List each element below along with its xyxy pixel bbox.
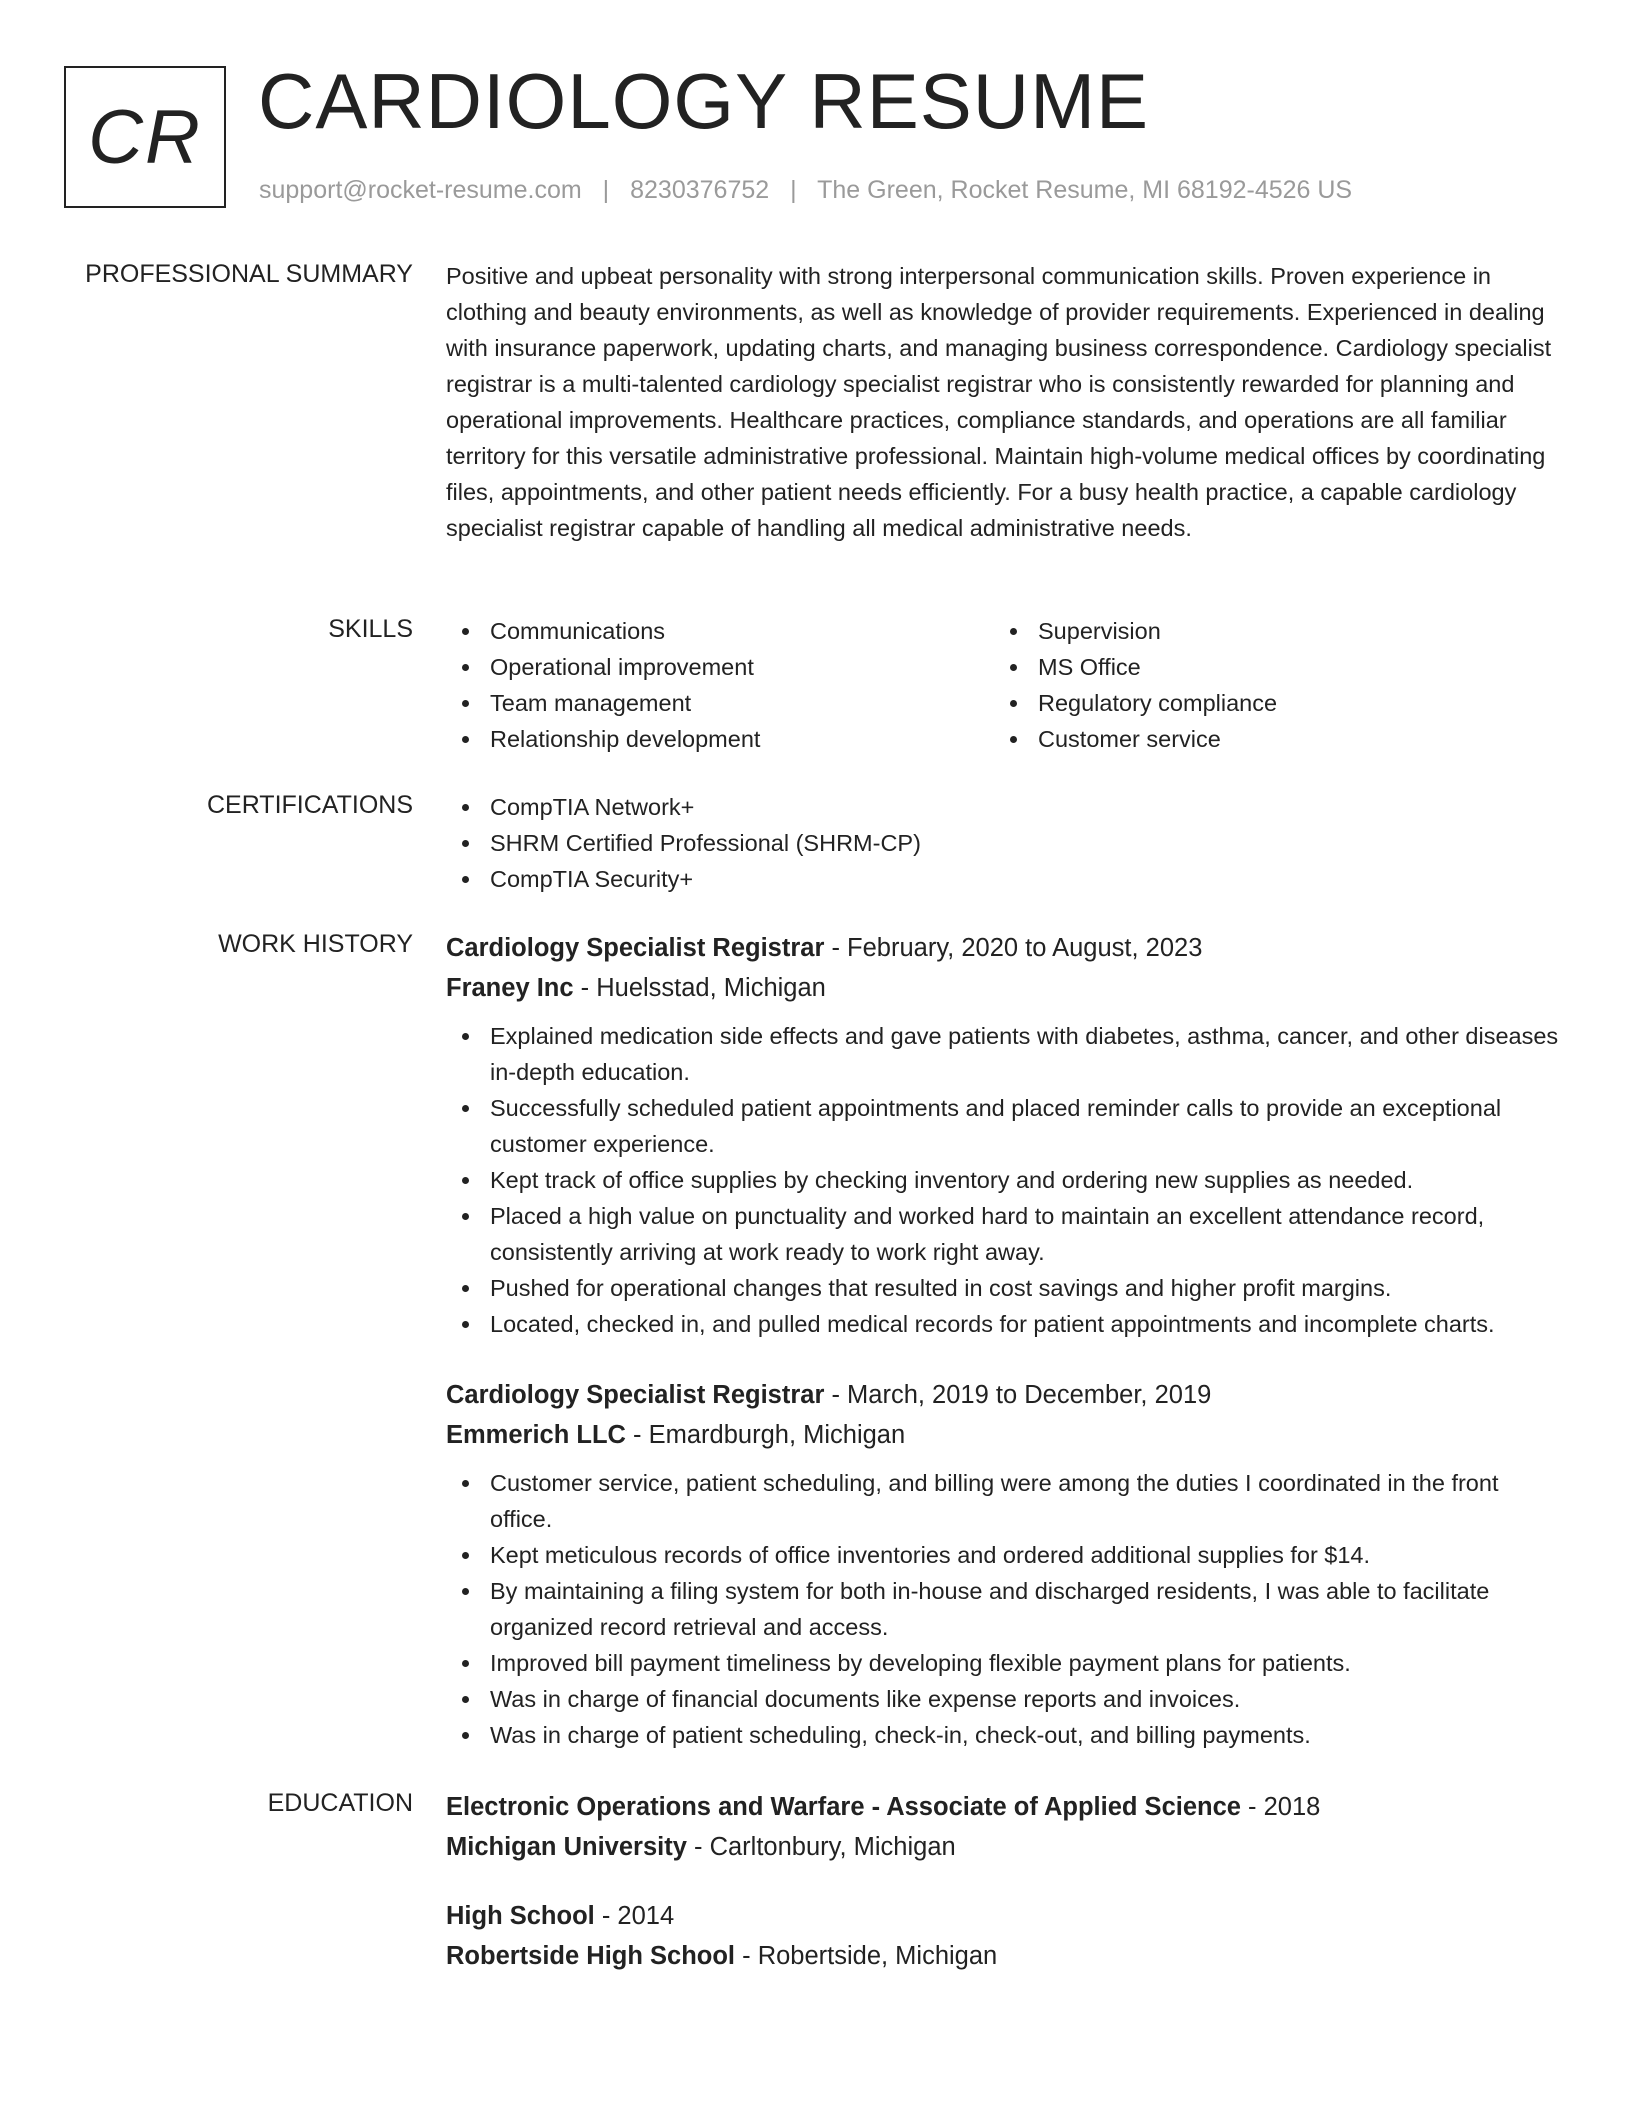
contact-phone[interactable]: 8230376752 [630, 176, 770, 204]
job-company: Emmerich LLC [446, 1421, 626, 1449]
skills-grid [446, 613, 1566, 757]
education-degree-line [446, 1896, 1566, 1936]
skill-item: Communications [446, 613, 994, 649]
job-dates: - February, 2020 to August, 2023 [824, 934, 1203, 962]
job-duty-item: Explained medication side effects and gave patients with diabetes, asthma, cancer, and other diseases in-depth education. [446, 1018, 1566, 1090]
work-body-2 [446, 1375, 1566, 1753]
job-duty-item: Customer service, patient scheduling, and billing were among the duties I coordinated in the front office. [446, 1465, 1566, 1537]
contact-separator: | [790, 176, 797, 204]
skill-item: MS Office [994, 649, 1542, 685]
section-label-education: EDUCATION [267, 1789, 413, 1817]
job-title-line [446, 928, 1566, 968]
certification-item: CompTIA Network+ [446, 789, 1566, 825]
education-school-line [446, 1827, 1566, 1867]
skill-item: Operational improvement [446, 649, 994, 685]
education-location: - Carltonbury, Michigan [686, 1833, 956, 1861]
skill-item: Customer service [994, 721, 1542, 757]
job-duty-item: Located, checked in, and pulled medical records for patient appointments and incomplete charts. [446, 1306, 1566, 1342]
section-label-skills: SKILLS [328, 615, 413, 643]
job-entry [446, 928, 1566, 1342]
job-duty-item: Was in charge of patient scheduling, check-in, check-out, and billing payments. [446, 1717, 1566, 1753]
job-location: - Huelsstad, Michigan [573, 974, 826, 1002]
skill-item: Supervision [994, 613, 1542, 649]
skill-item: Team management [446, 685, 994, 721]
job-company-line [446, 1415, 1566, 1455]
job-location: - Emardburgh, Michigan [625, 1421, 906, 1449]
job-company-line [446, 968, 1566, 1008]
job-duty-item: Successfully scheduled patient appointments and placed reminder calls to provide an exceptional customer experience. [446, 1090, 1566, 1162]
education-school: Robertside High School [446, 1942, 736, 1970]
monogram-initials: CR [88, 94, 202, 180]
certification-item: SHRM Certified Professional (SHRM-CP) [446, 825, 1566, 861]
education-entry [446, 1787, 1566, 1867]
certifications-list [446, 789, 1566, 897]
certifications-body [446, 789, 1566, 897]
contact-email[interactable]: support@rocket-resume.com [259, 176, 582, 204]
job-duty-item: Pushed for operational changes that resulted in cost savings and higher profit margins. [446, 1270, 1566, 1306]
skill-item: Regulatory compliance [994, 685, 1542, 721]
summary-text: Positive and upbeat personality with strong interpersonal communication skills. Proven experience in clothing and beauty environments, as well as knowledge of provider requirements. Experienced in dealing with insurance paperwork, updating charts, and managing business correspondence. Cardiology specialist registrar is a multi-talented cardiology specialist registrar who is consistently rewarded for planning and operational improvements. Healthcare practices, compliance standards, and operations are all familiar territory for this versatile administrative professional. Maintain high-volume medical offices by coordinating files, appointments, and other patient needs efficiently. For a busy health practice, a capable cardiology specialist registrar capable of handling all medical administrative needs. [446, 263, 1552, 541]
education-school-line [446, 1936, 1566, 1976]
job-duty-item: Was in charge of financial documents like expense reports and invoices. [446, 1681, 1566, 1717]
certification-item: CompTIA Security+ [446, 861, 1566, 897]
contact-separator: | [602, 176, 610, 204]
job-company: Franey Inc [446, 974, 574, 1002]
education-location: - Robertside, Michigan [735, 1942, 998, 1970]
skills-body [446, 613, 1566, 757]
resume-title: CARDIOLOGY RESUME [258, 57, 1150, 145]
job-duty-item: Improved bill payment timeliness by developing flexible payment plans for patients. [446, 1645, 1566, 1681]
job-title: Cardiology Specialist Registrar [446, 1381, 825, 1409]
work-body [446, 928, 1566, 1342]
contact-line [259, 176, 1352, 205]
education-degree: Electronic Operations and Warfare - Associate of Applied Science [446, 1793, 1241, 1821]
job-title: Cardiology Specialist Registrar [446, 934, 825, 962]
section-label-summary: PROFESSIONAL SUMMARY [85, 260, 413, 288]
education-year: - 2018 [1240, 1793, 1321, 1821]
job-duties-list [446, 1465, 1566, 1753]
education-degree-line [446, 1787, 1566, 1827]
skill-item: Relationship development [446, 721, 994, 757]
job-duties-list [446, 1018, 1566, 1342]
job-duty-item: Kept meticulous records of office inventories and ordered additional supplies for $14. [446, 1537, 1566, 1573]
job-duty-item: By maintaining a filing system for both in-house and discharged residents, I was able to facilitate organized record retrieval and access. [446, 1573, 1566, 1645]
job-duty-item: Kept track of office supplies by checking inventory and ordering new supplies as needed. [446, 1162, 1566, 1198]
job-title-line [446, 1375, 1566, 1415]
education-degree: High School [446, 1902, 595, 1930]
education-school: Michigan University [446, 1833, 687, 1861]
contact-address: The Green, Rocket Resume, MI 68192-4526 US [817, 176, 1353, 204]
monogram-box [64, 66, 226, 208]
education-body [446, 1787, 1566, 1976]
skills-list-right [994, 613, 1542, 757]
education-year: - 2014 [594, 1902, 675, 1930]
education-entry [446, 1896, 1566, 1976]
skills-list-left [446, 613, 994, 757]
job-dates: - March, 2019 to December, 2019 [824, 1381, 1212, 1409]
section-label-certifications: CERTIFICATIONS [206, 791, 413, 819]
job-duty-item: Placed a high value on punctuality and worked hard to maintain an excellent attendance record, consistently arriving at work ready to work right away. [446, 1198, 1566, 1270]
section-label-work: WORK HISTORY [218, 930, 413, 958]
job-entry [446, 1375, 1566, 1753]
